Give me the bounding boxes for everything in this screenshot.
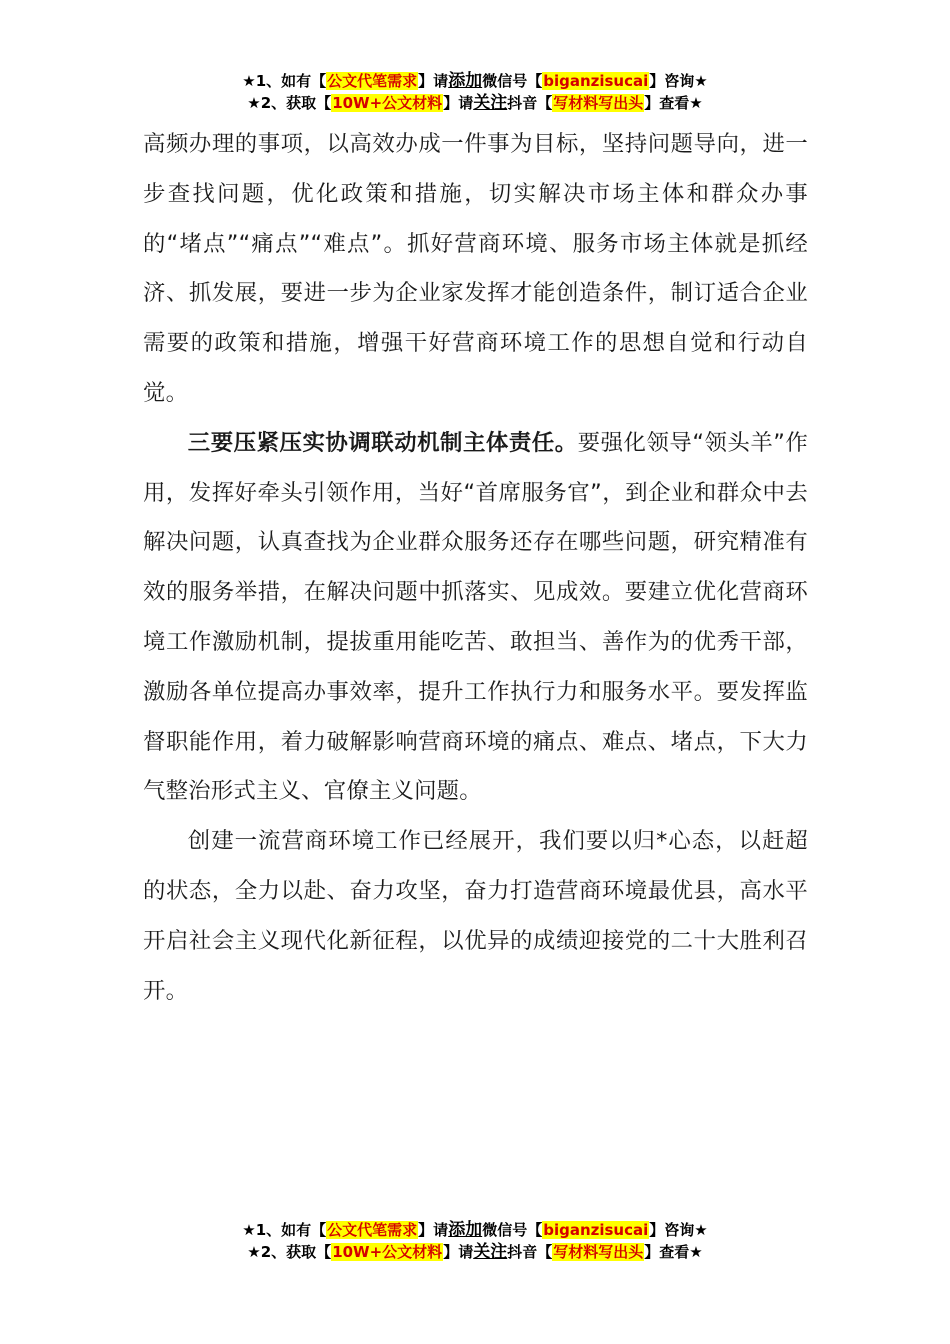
header-banner bbox=[0, 70, 950, 114]
banner-line-1: ★1、如有【公文代笔需求】请添加微信号【biganzisucai】咨询★ bbox=[242, 71, 708, 91]
document-body bbox=[143, 120, 808, 1016]
footer-line-1: ★1、如有【公文代笔需求】请添加微信号【biganzisucai】咨询★ bbox=[242, 1220, 708, 1240]
highlight-materials: 10W+公文材料 bbox=[332, 94, 443, 112]
highlight-douyin: 写材料写出头 bbox=[553, 94, 644, 112]
footer-banner bbox=[0, 1219, 950, 1263]
footer-highlight-wechat-id: biganzisucai bbox=[543, 1221, 649, 1239]
paragraph-1: 高频办理的事项，以高效办成一件事为目标，坚持问题导向，进一步查找问题，优化政策和措施，切实解决市场主体和群众办事的“堵点”“痛点”“难点”。抓好营商环境、服务市场主体就是抓经济、抓发展，要进一步为企业家发挥才能创造条件，制订适合企业需要的政策和措施，增强干好营商环境工作的思想自觉和行动自觉。 bbox=[143, 131, 808, 406]
highlight-wechat-id: biganzisucai bbox=[543, 72, 649, 90]
highlight-service: 公文代笔需求 bbox=[327, 72, 418, 90]
paragraph-2-text: 要强化领导“领头羊”作用，发挥好牵头引领作用，当好“首席服务官”，到企业和群众中去解决问题，认真查找为企业群众服务还存在哪些问题，研究精准有效的服务举措，在解决问题中抓落实、见成效。要建立优化营商环境工作激励机制，提拔重用能吃苦、敢担当、善作为的优秀干部，激励各单位提高办事效率，提升工作执行力和服务水平。要发挥监督职能作用，着力破解影响营商环境的痛点、难点、堵点，下大力气整治形式主义、官僚主义问题。 bbox=[143, 429, 808, 805]
footer-highlight-materials: 10W+公文材料 bbox=[332, 1243, 443, 1261]
footer-highlight-douyin: 写材料写出头 bbox=[553, 1243, 644, 1261]
paragraph-2 bbox=[143, 419, 808, 817]
footer-line-2: ★2、获取【10W+公文材料】请关注抖音【写材料写出头】查看★ bbox=[247, 1242, 703, 1262]
paragraph-3: 创建一流营商环境工作已经展开，我们要以归*心态，以赶超的状态，全力以赴、奋力攻坚，奋力打造营商环境最优县，高水平开启社会主义现代化新征程，以优异的成绩迎接党的二十大胜利召开。 bbox=[143, 828, 808, 1004]
paragraph-2-heading: 三要压紧压实协调联动机制主体责任。 bbox=[187, 429, 578, 456]
footer-highlight-service: 公文代笔需求 bbox=[327, 1221, 418, 1239]
banner-line-2: ★2、获取【10W+公文材料】请关注抖音【写材料写出头】查看★ bbox=[247, 93, 703, 113]
